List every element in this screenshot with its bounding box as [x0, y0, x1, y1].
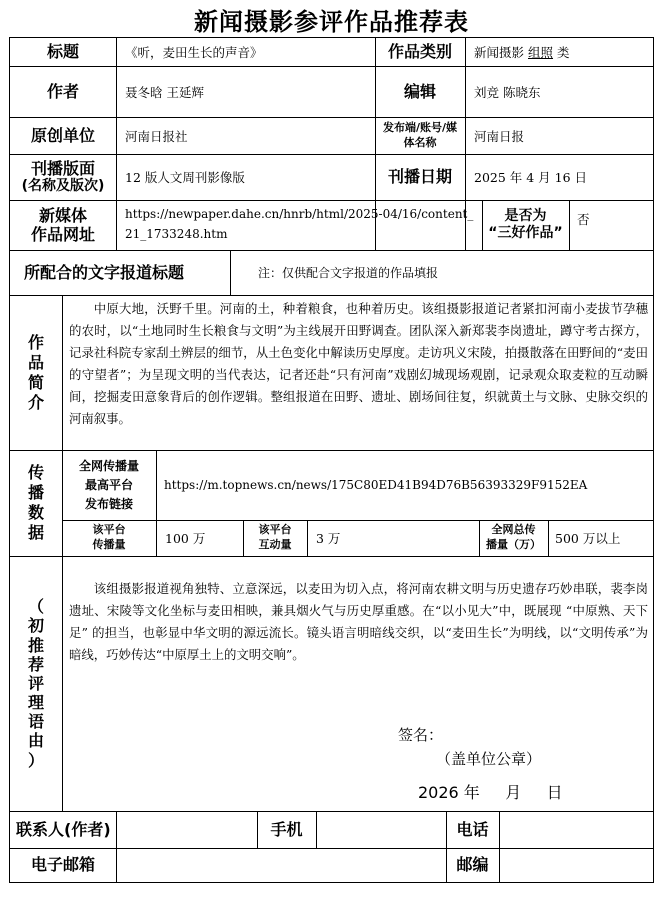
intro-text: 中原大地，沃野千里。河南的土，种着粮食，也种着历史。该组摄影报道记者紧扣河南小麦拔节孕穗的农时，以“土地同时生长粮食与文明”为主线展开田野调查。团队深入新郑裴李岗遗址，蹲守考古探方，记录社科院专家刮土辨层的细节，从土色变化中解读历史厚度。走访巩义宋陵，拍摄散落在田野间的“麦田的守望者”；为呈现文明的当代表达，记者还赴“只有河南”戏剧幻城现场观剧，记录观众取麦粒的互动瞬间，挖掘麦田意象背后的创作逻辑。整组报道在田野、遗址、剧场间往复，织就黄土与文脉、史脉交织的河南叙事。: [69, 301, 648, 426]
top-platform-label-part: 最高平台: [84, 477, 133, 492]
intro-label-part: 介: [27, 392, 44, 412]
newmedia-url[interactable]: https://newpaper.dahe.cn/hnrb/html/2025-04/16/content_21_1733248.htm: [125, 207, 474, 241]
postcode-field[interactable]: [499, 848, 653, 882]
stamp-label: （盖单位公章）: [436, 750, 542, 768]
newmedia-label: [10, 200, 116, 250]
intro-label-part: 作: [27, 332, 44, 352]
postcode-label: 邮编: [456, 855, 489, 875]
contact-label: 联系人(作者): [16, 819, 111, 839]
date-label: 刊播日期: [387, 167, 452, 187]
publisher-value: 河南日报: [474, 128, 525, 144]
review-label-part: 初: [27, 616, 44, 636]
top-platform-link[interactable]: https://m.topnews.cn/news/175C80ED41B94D76B56393329F9152EA: [164, 478, 588, 492]
category-label: 作品类别: [387, 42, 452, 62]
contact-field[interactable]: [136, 811, 257, 848]
good-work-label: [482, 200, 569, 250]
platform-reach-value: 100 万: [165, 531, 206, 546]
tel-label: 电话: [456, 819, 489, 839]
spread-label-part: 传: [27, 463, 44, 482]
interact-label-part: 互动量: [258, 538, 292, 551]
spread-label-part: 据: [27, 523, 44, 542]
review-label-part: 荐: [27, 654, 44, 674]
intro-label: [10, 295, 62, 450]
publisher-label: 发布端/账号/媒体名称: [382, 120, 458, 149]
review-label-part: 评: [27, 673, 44, 693]
top-platform-label: [62, 450, 156, 520]
category-prefix: 新闻摄影: [474, 45, 525, 60]
phone-field[interactable]: [316, 811, 446, 848]
top-platform-label-part: 发布链接: [84, 496, 133, 511]
unit-value: 河南日报社: [125, 128, 188, 144]
signature-label: 签名：: [398, 726, 444, 744]
spread-label-part: 播: [27, 483, 44, 502]
category-suffix: 类: [557, 45, 570, 60]
good-work-value: 否: [577, 212, 590, 227]
spread-label-part: 数: [27, 503, 44, 522]
phone-label: 手机: [270, 819, 303, 839]
review-label: [10, 556, 62, 811]
total-reach-label: [479, 520, 548, 556]
related-title-label: 所配合的文字报道标题: [24, 262, 185, 282]
review-label-part: 理: [27, 693, 44, 713]
platform-reach-label: [62, 520, 156, 556]
review-label-part: 语: [27, 712, 44, 732]
total-label-part: 全网总传: [491, 523, 536, 537]
form-title: 新闻摄影参评作品推荐表: [194, 7, 469, 36]
tel-field[interactable]: [499, 811, 653, 848]
author-label: 作者: [46, 81, 79, 101]
category-value: [465, 38, 653, 66]
page-label-line2: (名称及版次): [21, 178, 105, 195]
reach-label-part: 传播量: [92, 538, 126, 551]
interact-label-part: 该平台: [258, 523, 292, 537]
editor-value: 刘竞 陈晓东: [474, 85, 541, 100]
review-text: 该组摄影报道视角独特、立意深远，以麦田为切入点，将河南农耕文明与历史遗存巧妙串联，裴李岗遗址、宋陵等文化坐标与麦田相映，兼具烟火气与历史厚重感。在“以小见大”中，既展现 “中原熟、天下足” 的担当，也彰显中华文明的源远流长。镜头语言明暗线交织，以“麦田生长”为明线，以“文明传承”为暗线，巧妙传达“中原厚土上的文明交响”。: [69, 581, 648, 662]
review-date-line: 2026 年 月 日: [418, 783, 563, 802]
reach-label-part: 该平台: [92, 523, 126, 537]
total-label-part: 播量（万）: [486, 538, 541, 551]
recommendation-form: [9, 37, 654, 883]
newmedia-label-line2: 作品网址: [30, 225, 95, 244]
author-value: 聂冬晗 王延辉: [125, 85, 204, 100]
good-work-label-line2: “三好作品”: [488, 225, 563, 241]
related-title-note: 注：仅供配合文字报道的作品填报: [258, 266, 439, 280]
newmedia-label-line1: 新媒体: [38, 205, 87, 225]
total-reach-value: 500 万以上: [555, 531, 621, 546]
review-label-part: 推: [27, 635, 44, 655]
editor-label: 编辑: [403, 81, 436, 101]
date-value: 2025 年 4 月 16 日: [474, 170, 588, 185]
good-work-label-line1: 是否为: [504, 208, 547, 225]
page-label: [10, 154, 116, 200]
unit-label: 原创单位: [30, 125, 95, 145]
top-platform-label-part: 全网传播量: [78, 458, 139, 473]
review-label-part: （: [27, 597, 44, 617]
page-label-line1: 刊播版面: [30, 159, 95, 178]
title-value: 《听，麦田生长的声音》: [125, 45, 263, 60]
email-field[interactable]: [116, 848, 446, 882]
page-value: 12 版人文周刊影像版: [125, 170, 245, 185]
platform-interaction-value: 3 万: [316, 531, 341, 546]
review-label-part: ）: [27, 750, 44, 770]
platform-interaction-label: [243, 520, 307, 556]
review-label-part: 由: [27, 731, 44, 751]
category-type: 组照: [528, 45, 554, 60]
intro-label-part: 简: [27, 372, 44, 392]
email-label: 电子邮箱: [30, 855, 95, 875]
intro-label-part: 品: [27, 352, 44, 372]
spread-label: [10, 450, 62, 556]
title-label: 标题: [46, 42, 79, 62]
